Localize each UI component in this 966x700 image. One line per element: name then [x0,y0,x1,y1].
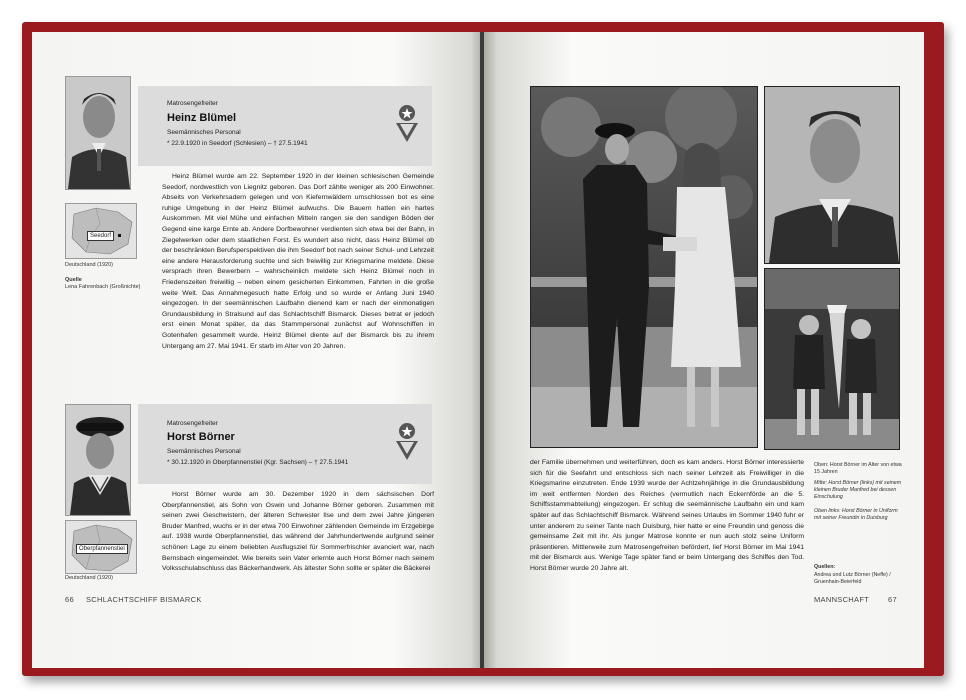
rank-badge-icon [394,422,420,462]
folio-left-title: SCHLACHTSCHIFF BISMARCK [86,595,202,604]
caption-top: Oben: Horst Börner im Alter von etwa 15 Jahren [814,462,902,475]
map-seedorf [65,203,137,259]
entry2-header [138,404,432,484]
entry1-role: Seemännisches Personal [167,129,241,136]
left-page [32,32,484,668]
caption-source-value: Andrea und Lutz Börner (Neffe) / Gruenhain-Beierfeld [814,572,891,585]
rank-badge-icon [394,104,420,144]
entry2-body-text: Horst Börner wurde am 30. Dezember 1920 in dem sächsischen Dorf Oberpfannenstiel, als Sohn von Oswin und Johanne Börner geboren. Zusammen mit seinen zwei Geschwistern, der älteren Schwester Ilse und dem zwei Jahre jüngeren Bruder Manfred, wuchs er in der etwa 700 Einwohner zählenden Gemeinde im Erzgebirge auf. 1938 wurde Oberpfannenstiel, das während der Jahrhundertwende aufgrund seiner schönen Lage zu einem beliebten Ausflugsziel für Sommerfrischler avanciert war, nach Bernsbach eingemeindet. Wie bereits sein Vater erlernte auch Horst Börner nach seinem Volksschulabschluss das Bäckerhandwerk. Als ältester Sohn sollte er später die Bäckerei [162,491,434,573]
photo-brothers-einschulung [764,268,900,450]
right-body-text: der Familie übernehmen und weiterführen, doch es kam anders. Horst Börner interessierte sich für die Seefahrt und entschloss sich nach seiner Lehrzeit als Freiwilliger in die Kriegsmarine einzutreten. Ende 1939 wurde der Achtzehnjährige in die Grundausbildung im weit entfernten Norden des Reiches (vermutlich nach Eckernförde an die 5. Schiffsstammabteilung) eingezogen. Er schlug die seemännische Laufbahn ein und kam später auf das Schlachtschiff Bismarck. Während seines Urlaubs im Sommer 1940 fuhr er unter anderem zu seiner Tante nach Duisburg, hier hatte er eine Freundin und genoss die gemeinsame Zeit mit ihr. Als junger Matrose konnte er nun auch stolz seine Uniform präsentieren. Mittlerweile zum Matrosengefreiten befördert, lief Horst Börner im Mai 1941 mit der Bismarck aus. Wenige Tage später fand er beim Untergang des Schiffes den Tod. Horst Börner wurde 20 Jahre alt. [530,459,804,572]
photo-horst-age-15 [764,86,900,264]
entry1-body-text: Heinz Blümel wurde am 22. September 1920 in der kleinen schlesischen Gemeinde Seedorf, nordwestlich von Liegnitz geboren. Das Dorf zählte weniger als 200 Einwohner. Abseits von Verkehrsadern gelegen und von Kiefernwäldern umschlossen bot es eine ruhige Umgebung in der Heinz Blümel aufwuchs. Die Bauern hatten ein hartes Auskommen. Mit viel Mühe und einfachen Mitteln rangen sie den sandigen Böden der Gegend eine karge Ernte ab. Andere Dorfbewohner verdienten sich etwa bei der Bahn, in Ziegelwerken oder dem staatlichen Forst. Es wundert also nicht, dass Heinz Blümel ob der beschränkten Berufsperspektiven die ihm Seedorf bot nach seiner Schul- und Lehrzeit eine andere Herausforderung suchte und sich freiwillig zur Kriegsmarine meldete. Diese versprach ihren Bewerbern – wahrscheinlich meldete sich Heinz Blümel noch in Friedenszeiten freiwillig – neben einem gesicherten Einkommen, Fahrten in die große weite Welt. Das Annahmegesuch hatte Erfolg und so wurde er Anfang Juni 1940 eingezogen. In der seemännischen Laufbahn dienend kam er nach der einmonatigen Grundausbildung in Stralsund auf das Schlachtschiff Bismarck. Dieses betrat er jedoch erst einen Monat später, da das Stammpersonal zunächst auf Wohnschiffen in Gotenhafen gesammelt wurde. Heinz Blümel diente auf der Bismarck bis zu ihrem Untergang am 27. Mai 1941. Er starb im Alter von 20 Jahren. [162,173,434,350]
map-caption-1: Deutschland (1920) [65,262,114,268]
portrait-horst-boerner [65,404,131,516]
entry2-body [162,490,434,575]
photo-couple-duisburg [530,86,758,448]
caption-middle: Mitte: Horst Börner (links) mit seinem kleinen Bruder Manfred bei dessen Einschulung [814,480,902,500]
entry2-rank: Matrosengefreiter [167,420,218,427]
folio-left-number: 66 [65,595,74,604]
portrait-heinz-bluemel [65,76,131,190]
right-page [484,32,924,668]
entry1-body [162,172,434,352]
right-body [530,458,804,575]
source-label: Quelle [65,277,82,283]
entry2-role: Seemännisches Personal [167,448,241,455]
map-oberpfannenstiel [65,520,137,574]
entry2-dates: * 30.12.1920 in Oberpfannenstiel (Kgr. Sachsen) – † 27.5.1941 [167,459,349,466]
entry1-name: Heinz Blümel [167,112,237,124]
entry1-dates: * 22.9.1920 in Seedorf (Schlesien) – † 27.5.1941 [167,140,308,147]
folio-right-title: MANNSCHAFT [814,595,870,604]
entry1-header [138,86,432,166]
entry1-rank: Matrosengefreiter [167,100,218,107]
map-caption-2: Deutschland (1920) [65,575,114,581]
source-value: Lena Fahrenbach (Großnichte) [65,284,141,290]
caption-left: Oben links: Horst Börner in Uniform mit seiner Freundin in Duisburg [814,508,898,521]
map-label-oberpfannenstiel: Oberpfannenstiel [76,544,128,554]
entry2-name: Horst Börner [167,431,235,443]
map-label-seedorf: Seedorf [87,231,114,241]
caption-source-label: Quellen: [814,564,836,570]
folio-right-number: 67 [888,595,897,604]
